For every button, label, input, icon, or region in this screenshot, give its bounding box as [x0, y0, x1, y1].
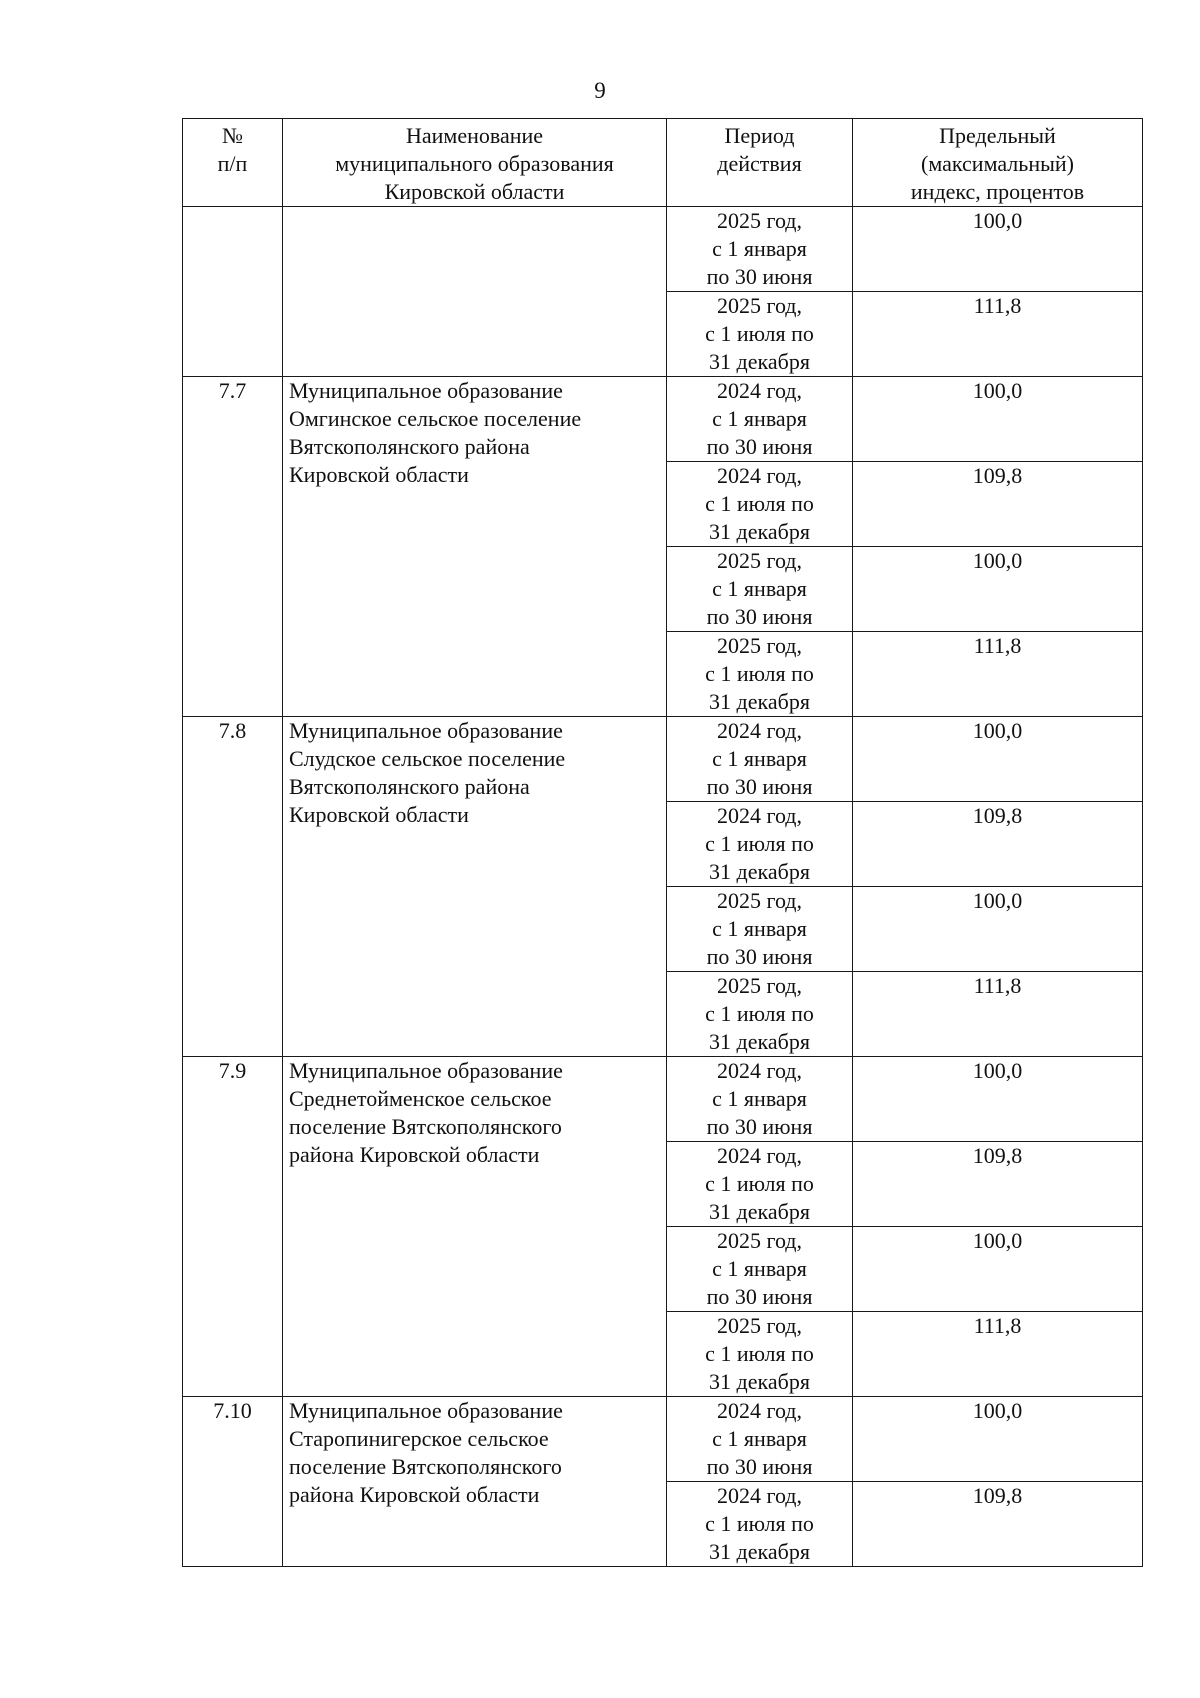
period-line: с 1 января: [712, 746, 807, 771]
period-line: 2024 год,: [716, 1058, 803, 1083]
municipality-name-line: Омгинское сельское поселение: [289, 406, 582, 431]
table-row: [183, 377, 1143, 462]
period-line: по 30 июня: [706, 264, 813, 289]
municipality-name-line: Среднетойменское сельское: [289, 1086, 552, 1111]
period-line: с 1 июля по: [705, 321, 814, 346]
table-row: [183, 1397, 1143, 1482]
header-name: [283, 119, 667, 207]
municipality-name-line: Старопинигерское сельское: [289, 1426, 549, 1451]
period-line: с 1 июля по: [705, 831, 814, 856]
municipality-name-line: Муниципальное образование: [289, 1058, 563, 1083]
period-line: 31 декабря: [709, 1199, 810, 1224]
index-value-cell: 100,0: [853, 207, 1143, 292]
period-line: 2025 год,: [716, 1313, 803, 1338]
header-index-line: (максимальный): [921, 151, 1074, 176]
period-line: 2024 год,: [716, 1483, 803, 1508]
period-line: с 1 января: [712, 1256, 807, 1281]
period-line: по 30 июня: [706, 774, 813, 799]
period-line: по 30 июня: [706, 434, 813, 459]
index-value-cell: 111,8: [853, 632, 1143, 717]
index-value-cell: 100,0: [853, 1057, 1143, 1142]
table-row: [183, 207, 1143, 292]
period-cell: [667, 802, 853, 887]
municipality-name-cell: [283, 207, 667, 377]
header-index: [853, 119, 1143, 207]
period-line: с 1 июля по: [705, 661, 814, 686]
header-index-line: индекс, процентов: [910, 179, 1085, 204]
municipality-name-line: поселение Вятскополянского: [289, 1114, 562, 1139]
header-num: [183, 119, 283, 207]
period-line: 2025 год,: [716, 633, 803, 658]
period-cell: [667, 1227, 853, 1312]
row-number-cell: 7.8: [183, 717, 283, 1057]
header-period-line: действия: [717, 151, 802, 176]
period-line: 31 декабря: [709, 1029, 810, 1054]
page-number: 9: [594, 78, 606, 103]
period-line: по 30 июня: [706, 604, 813, 629]
municipality-name-line: Муниципальное образование: [289, 378, 563, 403]
index-value-cell: 100,0: [853, 1227, 1143, 1312]
period-cell: [667, 632, 853, 717]
period-cell: [667, 547, 853, 632]
index-value-cell: 109,8: [853, 1482, 1143, 1567]
period-cell: [667, 1312, 853, 1397]
index-value-cell: 111,8: [853, 1312, 1143, 1397]
header-num-line: п/п: [217, 151, 248, 176]
municipality-name-line: Кировской области: [289, 802, 469, 827]
row-number-cell: 7.7: [183, 377, 283, 717]
index-value-cell: 109,8: [853, 1142, 1143, 1227]
period-line: 2024 год,: [716, 1143, 803, 1168]
table-row: [183, 1057, 1143, 1142]
row-number-cell: 7.10: [183, 1397, 283, 1567]
period-line: 2025 год,: [716, 973, 803, 998]
period-cell: [667, 1482, 853, 1567]
period-line: с 1 июля по: [705, 1001, 814, 1026]
period-line: 2024 год,: [716, 378, 803, 403]
period-line: 2024 год,: [716, 1398, 803, 1423]
period-line: 2024 год,: [716, 718, 803, 743]
period-line: с 1 января: [712, 1426, 807, 1451]
period-line: с 1 июля по: [705, 491, 814, 516]
index-value-cell: 100,0: [853, 547, 1143, 632]
period-line: 2025 год,: [716, 208, 803, 233]
period-cell: [667, 887, 853, 972]
period-line: 31 декабря: [709, 1369, 810, 1394]
index-value-cell: 100,0: [853, 717, 1143, 802]
header-period-line: Период: [724, 123, 795, 148]
period-line: 2024 год,: [716, 463, 803, 488]
period-line: 2025 год,: [716, 293, 803, 318]
period-line: с 1 января: [712, 406, 807, 431]
period-line: с 1 июля по: [705, 1511, 814, 1536]
period-line: 2025 год,: [716, 888, 803, 913]
municipality-name-cell: [283, 1057, 667, 1397]
period-line: 2024 год,: [716, 803, 803, 828]
period-line: 31 декабря: [709, 689, 810, 714]
period-cell: [667, 377, 853, 462]
index-value-cell: 100,0: [853, 887, 1143, 972]
row-number-cell: [183, 207, 283, 377]
period-line: 2025 год,: [716, 548, 803, 573]
index-value-cell: 109,8: [853, 462, 1143, 547]
period-line: с 1 января: [712, 576, 807, 601]
period-line: 2025 год,: [716, 1228, 803, 1253]
header-index-line: Предельный: [939, 123, 1056, 148]
period-cell: [667, 1057, 853, 1142]
index-value-cell: 100,0: [853, 1397, 1143, 1482]
period-line: 31 декабря: [709, 859, 810, 884]
period-line: 31 декабря: [709, 349, 810, 374]
municipality-name-line: Вятскополянского района: [289, 774, 530, 799]
period-line: по 30 июня: [706, 1114, 813, 1139]
municipality-name-cell: [283, 1397, 667, 1567]
header-row: [183, 119, 1143, 207]
row-number-cell: 7.9: [183, 1057, 283, 1397]
header-name-line: Наименование: [405, 123, 544, 148]
municipality-name-line: Муниципальное образование: [289, 1398, 563, 1423]
municipality-name-cell: [283, 377, 667, 717]
period-line: с 1 июля по: [705, 1171, 814, 1196]
period-cell: [667, 207, 853, 292]
period-line: с 1 января: [712, 1086, 807, 1111]
table-header: [183, 119, 1143, 207]
period-cell: [667, 972, 853, 1057]
municipality-name-line: Муниципальное образование: [289, 718, 563, 743]
period-line: по 30 июня: [706, 1284, 813, 1309]
period-cell: [667, 292, 853, 377]
period-cell: [667, 462, 853, 547]
table-body: [183, 207, 1143, 1567]
period-cell: [667, 1397, 853, 1482]
period-line: с 1 июля по: [705, 1341, 814, 1366]
index-value-cell: 111,8: [853, 972, 1143, 1057]
header-name-line: Кировской области: [384, 179, 565, 204]
index-value-cell: 111,8: [853, 292, 1143, 377]
period-cell: [667, 717, 853, 802]
period-cell: [667, 1142, 853, 1227]
period-line: с 1 января: [712, 236, 807, 261]
index-value-cell: 109,8: [853, 802, 1143, 887]
index-value-cell: 100,0: [853, 377, 1143, 462]
table-row: [183, 717, 1143, 802]
municipality-name-line: района Кировской области: [289, 1482, 540, 1507]
header-period: [667, 119, 853, 207]
municipality-name-line: Вятскополянского района: [289, 434, 530, 459]
period-line: с 1 января: [712, 916, 807, 941]
municipality-name-line: поселение Вятскополянского: [289, 1454, 562, 1479]
municipality-name-line: района Кировской области: [289, 1142, 540, 1167]
index-table: [182, 118, 1143, 1567]
header-num-line: №: [222, 123, 243, 148]
period-line: по 30 июня: [706, 944, 813, 969]
municipality-name-line: Слудское сельское поселение: [289, 746, 566, 771]
municipality-name-cell: [283, 717, 667, 1057]
header-name-line: муниципального образования: [335, 151, 614, 176]
period-line: 31 декабря: [709, 1539, 810, 1564]
period-line: 31 декабря: [709, 519, 810, 544]
period-line: по 30 июня: [706, 1454, 813, 1479]
municipality-name-line: Кировской области: [289, 462, 469, 487]
